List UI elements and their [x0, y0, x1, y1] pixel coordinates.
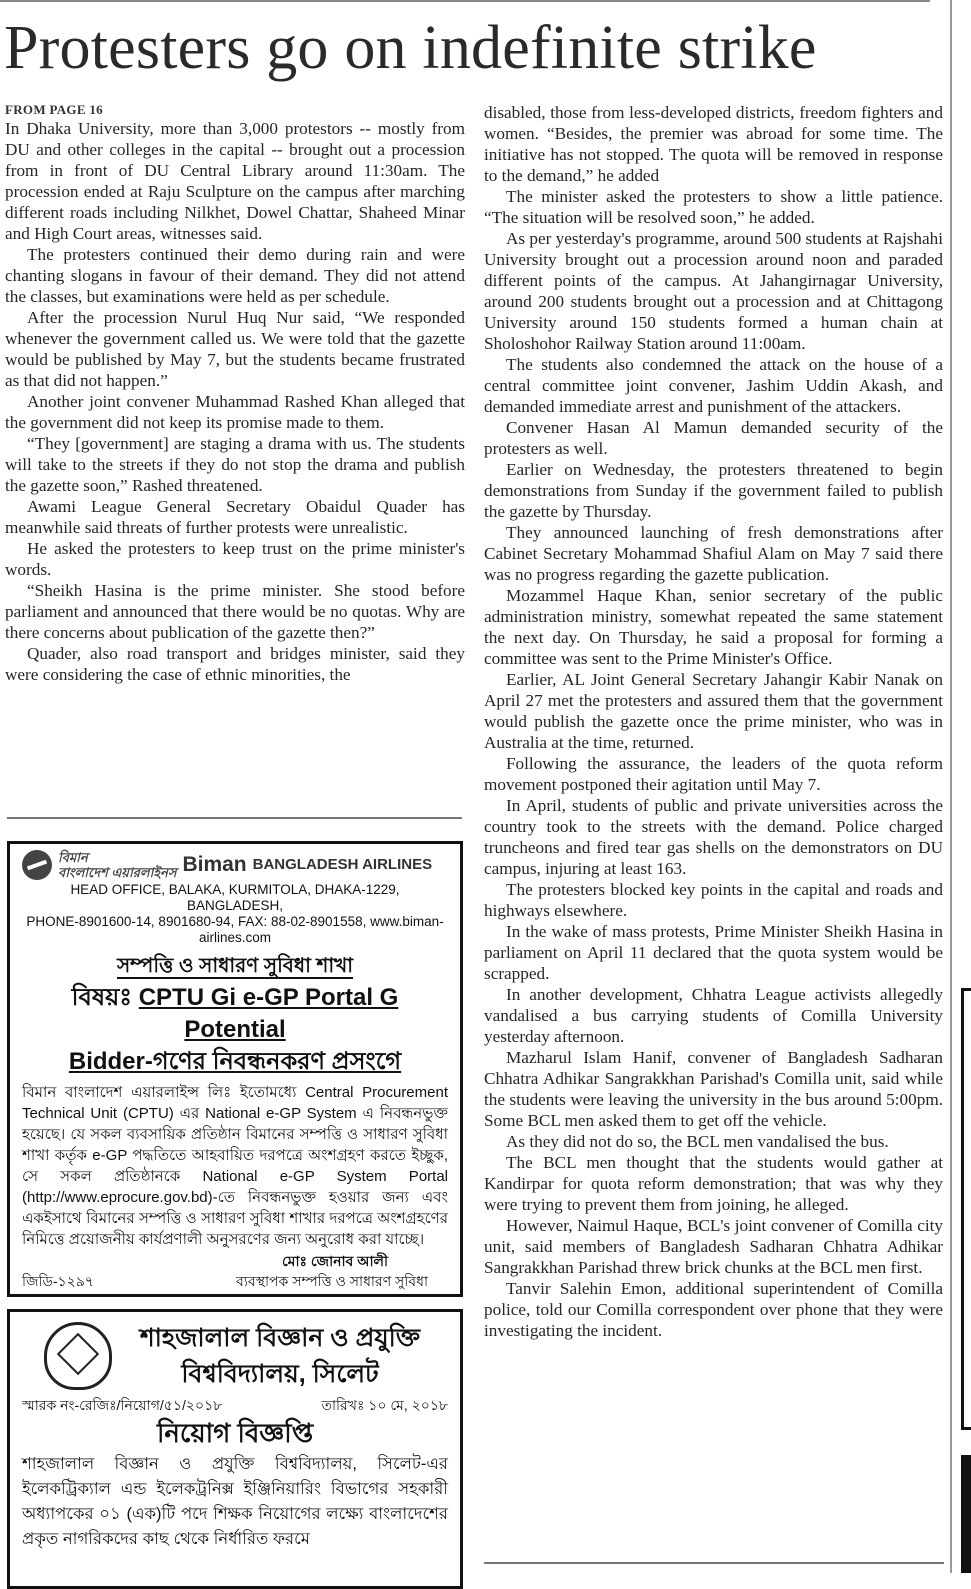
article-paragraph: After the procession Nurul Huq Nur said, “We responded whenever the government called us. We were told that the gazette would be published by May 7, but the students became frustrated as that did not happen.” [5, 308, 465, 390]
sust-header [22, 1320, 448, 1392]
biman-bird-icon [22, 850, 52, 880]
sust-seal-icon [44, 1322, 112, 1390]
biman-brand: Biman [182, 853, 247, 876]
article-paragraph: The BCL men thought that the students would gather at Kandirpar for quota reform demonstration; that was why they were trying to prevent them from joining, he alleged. [484, 1153, 943, 1214]
article-paragraph: “Sheikh Hasina is the prime minister. She stood before parliament and announced that there would be no quotas. Why are there concerns about publication of the gazette then?” [5, 581, 465, 642]
biman-logo [22, 848, 448, 882]
article-paragraph: In April, students of public and private universities across the country took to the streets with the demand. Police charged truncheons and fired tear gas shells on the demonstrators on DU campus, injuring at least 163. [484, 796, 943, 878]
sust-heading: নিয়োগ বিজ্ঞপ্তি [156, 1418, 314, 1448]
biman-contact: PHONE-8901600-14, 8901680-94, FAX: 88-02-8901558, www.biman-airlines.com [26, 914, 444, 945]
biman-signatory-name: মোঃ জোনাব আলী [282, 1253, 388, 1269]
article-paragraph: However, Naimul Haque, BCL's joint convener of Comilla city unit, said members of Bangladesh Sadharan Chhatra Adhikar Sangrakkhan Parishad threw brick chunks at the BCL men first. [484, 1216, 943, 1277]
biman-footer [22, 1272, 448, 1290]
article-paragraph: The minister asked the protesters to show a little patience. “The situation will be resolved soon,” he added. [484, 187, 943, 227]
subject-line2: Bidder-গণের নিবন্ধনকরণ প্রসংগে [68, 1048, 402, 1075]
article-left-column [5, 102, 465, 685]
article-paragraph: As they did not do so, the BCL men vandalised the bus. [506, 1132, 889, 1151]
article-paragraph: Another joint convener Muhammad Rashed Khan alleged that the government did not keep its promise made to them. [5, 392, 465, 432]
top-rule [0, 0, 930, 2]
article-paragraph: Mazharul Islam Hanif, convener of Bangladesh Sadharan Chhatra Adhikar Sangrakkhan Parishad's Comilla unit, said while the students were leaving the university in the bus around 5:00pm. Some BCL men asked them to get off the vehicle. [484, 1048, 943, 1130]
article-paragraph: Mozammel Haque Khan, senior secretary of the public administration ministry, somewhat repeated the same statement the next day. On Thursday, he said a proposal for forming a committee was sent to the Prime Minister's Office. [484, 586, 943, 668]
article-paragraph: In the wake of mass protests, Prime Minister Sheikh Hasina in parliament on April 11 declared that the quota system would be scrapped. [484, 922, 943, 983]
biman-subject [22, 982, 448, 1078]
article-paragraph: The protesters continued their demo during rain and were chanting slogans in favour of their demand. They did not attend the classes, but examinations were held as per schedule. [5, 245, 465, 306]
biman-body: বিমান বাংলাদেশ এয়ারলাইন্স লিঃ ইতোমধ্যে Central Procurement Technical Unit (CPTU) এর National e-GP System এ নিবন্ধনভুক্ত হয়েছে। যে সকল ব্যবসায়িক প্রতিষ্ঠান বিমানের সম্পত্তি ও সাধারণ সুবিধা শাখা কর্তৃক e-GP পদ্ধতিতে আহবায়িত দরপত্রে অংশগ্রহণ করতে ইচ্ছুক, সে সকল প্রতিষ্ঠানকে National e-GP System Portal (http://www.eprocure.gov.bd)-তে নিবন্ধনভুক্ত হওয়ার জন্য এবং একইসাথে বিমানের সম্পত্তি ও সাধারণ সুবিধা শাখার দরপত্রে অংশগ্রহণের নিমিত্তে প্রয়োজনীয় কার্যপ্রণালী অনুসরণের জন্য অনুরোধ করা যাচ্ছে। [22, 1084, 448, 1248]
biman-advertisement [7, 841, 463, 1297]
article-paragraph: They announced launching of fresh demonstrations after Cabinet Secretary Mohammad Shafiul Alam on May 7 said there was no progress regarding the gazette publication. [484, 523, 943, 584]
biman-address: HEAD OFFICE, BALAKA, KURMITOLA, DHAKA-1229, BANGLADESH, [70, 882, 400, 913]
article-paragraph: Tanvir Salehin Emon, additional superintendent of Comilla police, told our Comilla correspondent over phone that they were investigating the incident. [484, 1279, 943, 1340]
article-paragraph: Earlier on Wednesday, the protesters threatened to begin demonstrations from Sunday if the government failed to publish the gazette by Thursday. [484, 460, 943, 521]
article-paragraph: “They [government] are staging a drama with us. The students will take to the streets if they do not stop the drama and publish the gazette soon,” Rashed threatened. [5, 434, 465, 495]
article-paragraph: Quader, also road transport and bridges minister, said they were considering the case of ethnic minorities, the [5, 644, 465, 684]
article-paragraph: In Dhaka University, more than 3,000 protestors -- mostly from DU and other colleges in the capital -- brought out a procession from in front of DU Central Library around 11:30am. The procession ended at Raju Sculpture on the campus after marching different roads including Nilkhet, Dowel Chattar, Shaheed Minar and High Court areas, witnesses said. [5, 119, 465, 243]
article-right-column [484, 102, 943, 1341]
biman-bengali-logo [58, 850, 176, 880]
article-paragraph: Awami League General Secretary Obaidul Quader has meanwhile said threats of further protests were unrealistic. [5, 497, 465, 537]
article-paragraph: The protesters blocked key points in the capital and roads and highways elsewhere. [484, 880, 943, 920]
adjacent-ad-edge-2 [961, 1455, 971, 1573]
article-paragraph: Earlier, AL Joint General Secretary Jahangir Kabir Nanak on April 27 met the protesters and assured them that the government would publish the gazette once the prime minister, who was in Australia at the time, returned. [484, 670, 943, 752]
adjacent-ad-edge [961, 988, 971, 1430]
article-paragraph: As per yesterday's programme, around 500 students at Rajshahi University brought out a procession around noon and paraded different points of the campus. At Jahangirnagar University, around 200 students brought out a procession and at Chittagong University around 150 students formed a human chain at Sholoshohor Railway Station around 11:00am. [484, 229, 943, 353]
department-label: সম্পত্তি ও সাধারণ সুবিধা শাখা [116, 955, 354, 977]
sust-advertisement [7, 1309, 463, 1589]
sust-title [112, 1320, 448, 1392]
biman-brand-full: BANGLADESH AIRLINES [252, 856, 433, 873]
column-vertical-rule [950, 0, 952, 1573]
logo-bn-line2: বাংলাদেশ এয়ারলাইনস [58, 865, 177, 880]
article-end-rule [484, 1562, 944, 1564]
sust-memo-row [22, 1396, 448, 1414]
article-paragraph: Following the assurance, the leaders of the quota reform movement postponed their agitation until May 7. [484, 754, 943, 794]
column-divider-rule [7, 817, 462, 819]
article-paragraph: Convener Hasan Al Mamun demanded security of the protesters as well. [484, 418, 943, 458]
article-paragraph: He asked the protesters to keep trust on the prime minister's words. [5, 539, 465, 579]
sust-title-line1: শাহজালাল বিজ্ঞান ও প্রযুক্তি [139, 1324, 421, 1352]
memo-number: স্মারক নং-রেজিঃ/নিয়োগ/৫১/২০১৮ [22, 1397, 223, 1413]
gd-number: জিডি-১২৯৭ [22, 1273, 94, 1289]
biman-department [22, 952, 448, 980]
continuation-kicker: FROM PAGE 16 [5, 102, 103, 117]
memo-date: তারিখঃ ১০ মে, ২০১৮ [321, 1397, 448, 1413]
article-paragraph: disabled, those from less-developed districts, freedom fighters and women. “Besides, the premier was abroad for some time. The initiative has not stopped. The quota will be removed in response to the demand,” he added [484, 103, 943, 185]
sust-title-line2: বিশ্ববিদ্যালয়, সিলেট [181, 1360, 379, 1388]
subject-prefix: বিষয়ঃ [71, 984, 133, 1011]
article-headline: Protesters go on indefinite strike [4, 14, 817, 82]
article-paragraph: In another development, Chhatra League activists allegedly vandalised a bus carrying students of Comilla University yesterday afternoon. [484, 985, 943, 1046]
logo-bn-line1: বিমান [58, 850, 88, 865]
signatory-title: ব্যবস্থাপক সম্পত্তি ও সাধারণ সুবিধা [236, 1273, 428, 1289]
article-paragraph: The students also condemned the attack on the house of a central committee joint convener, Jashim Uddin Akash, and demanded immediate arrest and punishment of the attackers. [484, 355, 943, 416]
subject-line1: CPTU Gi e-GP Portal G Potential [138, 984, 399, 1043]
sust-body: শাহজালাল বিজ্ঞান ও প্রযুক্তি বিশ্ববিদ্যালয়, সিলেট-এর ইলেকট্রিক্যাল এন্ড ইলেকট্রনিক্স ইঞ্জিনিয়ারিং বিভাগের সহকারী অধ্যাপকের ০১ (এক)টি পদে শিক্ষক নিয়োগের লক্ষ্যে বাংলাদেশের প্রকৃত নাগরিকদের কাছ থেকে নির্ধারিত ফরমে [22, 1455, 448, 1548]
